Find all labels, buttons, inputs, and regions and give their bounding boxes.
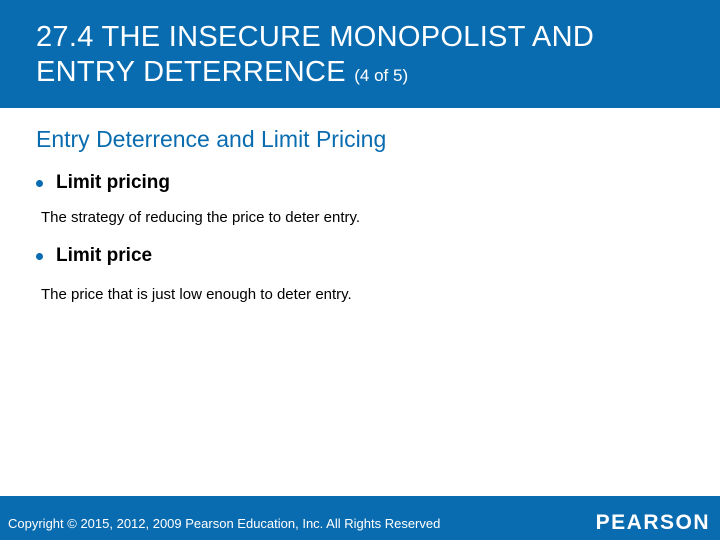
slide-footer: [0, 496, 720, 540]
title-line-1: 27.4 THE INSECURE MONOPOLIST AND: [36, 21, 595, 53]
slide-title: [36, 20, 706, 93]
title-line-2: ENTRY DETERRENCE: [36, 56, 346, 88]
bullet-definition: The strategy of reducing the price to deter entry.: [41, 209, 361, 226]
title-suffix: (4 of 5): [354, 66, 409, 85]
bullet-dot-icon: [36, 253, 43, 260]
slide-header: [0, 0, 720, 108]
pearson-logo: PEARSON: [595, 511, 710, 534]
bullet-definition: The price that is just low enough to deter entry.: [41, 286, 352, 303]
copyright-notice: Copyright © 2015, 2012, 2009 Pearson Education, Inc. All Rights Reserved: [8, 516, 441, 531]
bullet-term: Limit price: [56, 245, 153, 266]
slide-subtitle: Entry Deterrence and Limit Pricing: [36, 126, 387, 152]
bullet-item-limit-pricing: [36, 172, 170, 194]
bullet-item-limit-price: [36, 245, 152, 267]
bullet-dot-icon: [36, 180, 43, 187]
bullet-term: Limit pricing: [56, 172, 170, 193]
